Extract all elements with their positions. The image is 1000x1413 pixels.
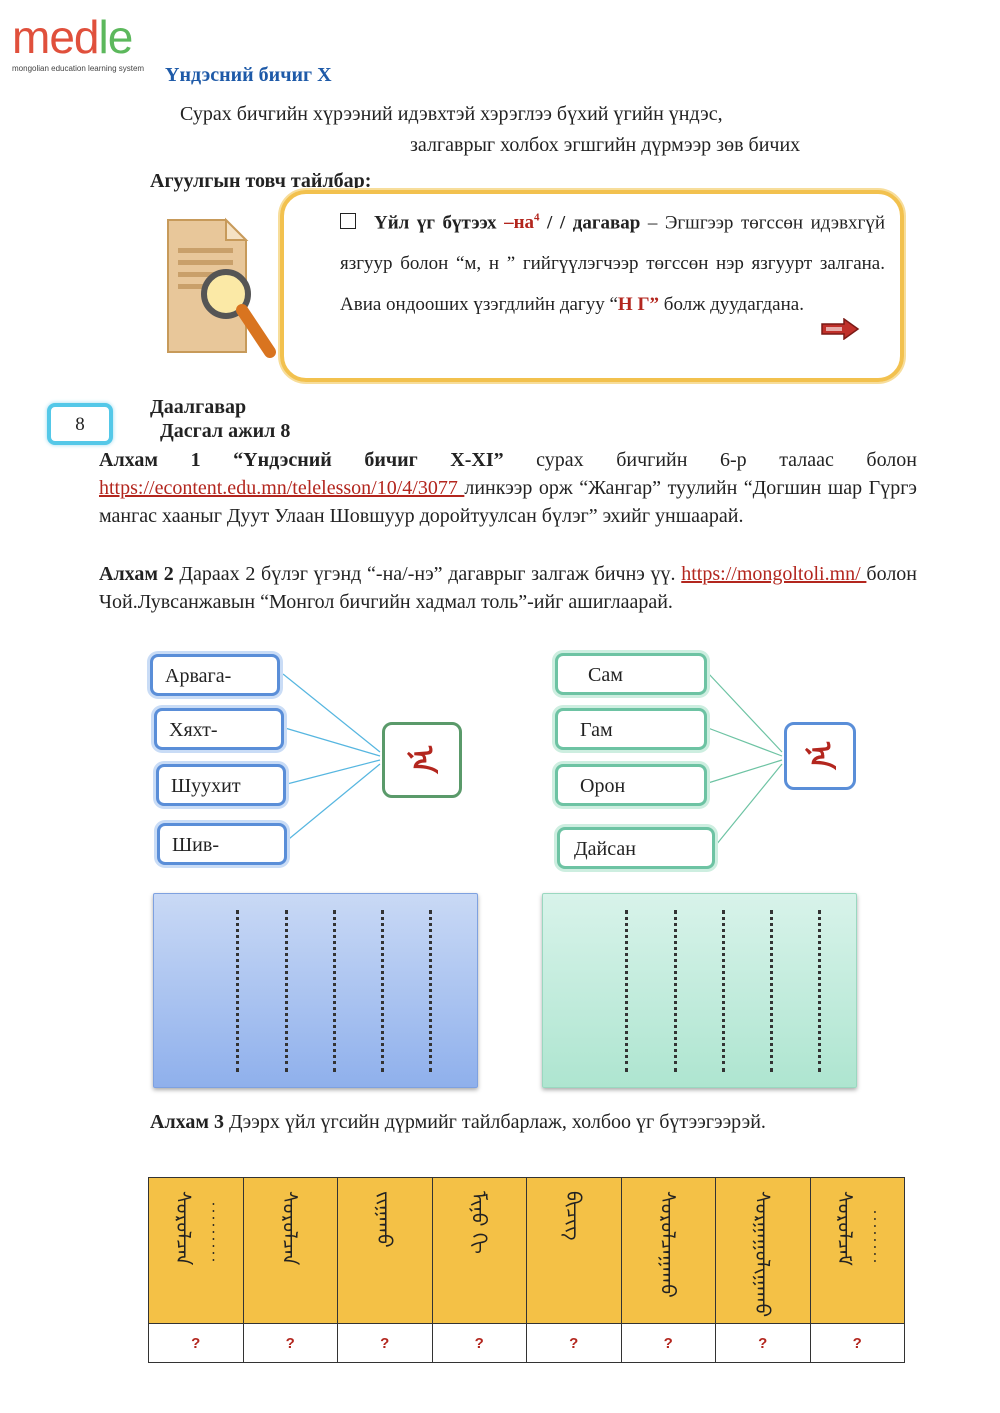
writing-area-right[interactable] (542, 893, 857, 1088)
rule-suffix: $-на^4$ (504, 212, 540, 234)
word-box-left-3: Шуухит (156, 764, 286, 806)
econtent-link[interactable]: https://econtent.edu.mn/telelesson/10/4/3077 (99, 477, 465, 499)
lesson-subtitle-line1: Сурах бичгийн хүрээний идэвхтэй хэрэглээ бүхий үгийн үндэс, (180, 103, 723, 125)
lesson-subtitle-line2: залгаврыг холбох эгшгийн дүрмээр зөв бичих (410, 134, 801, 156)
answer-cell[interactable]: ? (527, 1324, 622, 1363)
suffix-glyph-right: ᠨᠠ (803, 742, 837, 770)
table-cell-word: ᠰᠤᠷᠤᠯᠴᠠᠭᠠᠬᠤ (621, 1178, 716, 1324)
dotted-line (818, 910, 821, 1072)
word-box-right-1: Сам (555, 653, 707, 695)
task-label: Даалгавар (150, 396, 247, 418)
exercise-label: Дасгал ажил 8 (160, 420, 291, 442)
step2-text-a: Дараах 2 бүлэг үгэнд “-на/-нэ” дагаврыг залгаж бичнэ үү. (173, 563, 682, 585)
rule-highlight: Н Г” (617, 294, 660, 316)
answer-cell[interactable]: ? (338, 1324, 433, 1363)
table-cell-word: ᠵᠢᠭᠠᠬᠤ (338, 1178, 433, 1324)
rule-suffix-type: дагавар (572, 212, 641, 234)
task-number-badge: 8 (47, 403, 113, 445)
logo-tagline: mongolian education learning system (12, 64, 145, 73)
rule-title: Үйл үг бүтээх (374, 212, 497, 234)
word-box-right-2: Гам (555, 708, 707, 750)
summary-label: Агуулгын товч тайлбар: (150, 170, 372, 192)
step2-text-b: болон Чой.Лувсанжавын “Монгол бичгийн хадмал толь”-ийг ашиглаарай. (99, 563, 918, 613)
word-box-right-3: Орон (555, 764, 707, 806)
table-row-words (149, 1178, 905, 1324)
mongoltoli-link[interactable]: https://mongoltoli.mn/ (681, 563, 867, 585)
table-cell-word: ᠰᠤᠷᠤᠯᠴᠠᠨ (243, 1178, 338, 1324)
rule-separator: / / (539, 212, 566, 234)
word-box-left-4: Шив- (157, 823, 287, 865)
dotted-line (674, 910, 677, 1072)
rule-text-part1: – Эгшгээр төгссөн идэвхгүй язгуур болон “м, н ” гийгүүлэгчээр төгссөн нэр язгуурт залгана. Авиа ондоошиx үзэгдлийн дагуу “ (340, 212, 886, 316)
dotted-line (333, 910, 336, 1072)
table-cell-word: ᠮᠢᠨᠦ ᠬᠢ (432, 1178, 527, 1324)
dotted-line (722, 910, 725, 1072)
dotted-line (429, 910, 432, 1072)
answer-cell[interactable]: ? (621, 1324, 716, 1363)
lesson-title: Үндэсний бичиг X (165, 64, 332, 86)
suffix-glyph-left: ᠨᠠ (405, 746, 439, 774)
table-cell-word: ᠪᠢᠴᠢᠭ (527, 1178, 622, 1324)
answer-cell[interactable]: ? (243, 1324, 338, 1363)
step3-text: Дээрх үйл үгсийн дүрмийг тайлбарлаж, холбоо үг бүтээгээрэй. (224, 1111, 766, 1133)
word-box-right-4: Дайсан (557, 827, 715, 869)
answer-cell[interactable]: ? (716, 1324, 811, 1363)
table-cell-word: ᠰᠤᠷᠤᠯᠴᠠᠨ ......... (149, 1178, 244, 1324)
table-cell-word: ᠰᠤᠷᠭᠠᠭᠤᠯᠢᠭᠠᠬᠤ (716, 1178, 811, 1324)
step3-label: Алхам 3 (150, 1111, 225, 1133)
step2-label: Алхам 2 (99, 563, 174, 585)
table-row-answers (149, 1324, 905, 1363)
writing-area-left[interactable] (153, 893, 478, 1088)
word-table (148, 1177, 905, 1363)
step1-text-a: сурах бичгийн 6-р талаас болон (503, 449, 917, 471)
suffix-box-right (784, 722, 856, 790)
dotted-line (625, 910, 628, 1072)
step1-label: Алхам 1 (99, 449, 201, 471)
rule-text-part2: болж дуудагдана. (659, 294, 804, 316)
step3-paragraph (150, 1107, 770, 1137)
table-cell-word: ᠰᠤᠷᠤᠯᠴᠠᠮ ........ (810, 1178, 905, 1324)
answer-cell[interactable]: ? (149, 1324, 244, 1363)
dotted-blank: ......... (208, 1202, 226, 1266)
dotted-line (285, 910, 288, 1072)
dotted-blank: ........ (869, 1209, 887, 1266)
dotted-line (770, 910, 773, 1072)
step1-text-b: линкээр орж “Жангар” туулийн “Догшин шар Гүргэ мангас хааныг Дуут Улаан Шовшуур доройтуулсан бүлэг” эхийг уншаарай. (99, 477, 917, 527)
step1-book: “Үндэсний бичиг X-XI” (233, 449, 504, 471)
answer-cell[interactable]: ? (810, 1324, 905, 1363)
word-box-left-1: Арвага- (150, 654, 280, 696)
dotted-line (381, 910, 384, 1072)
logo-wordmark: medle (12, 11, 133, 63)
answer-cell[interactable]: ? (432, 1324, 527, 1363)
dotted-line (236, 910, 239, 1072)
word-box-left-2: Хяхт- (154, 708, 284, 750)
suffix-box-left (382, 722, 462, 798)
